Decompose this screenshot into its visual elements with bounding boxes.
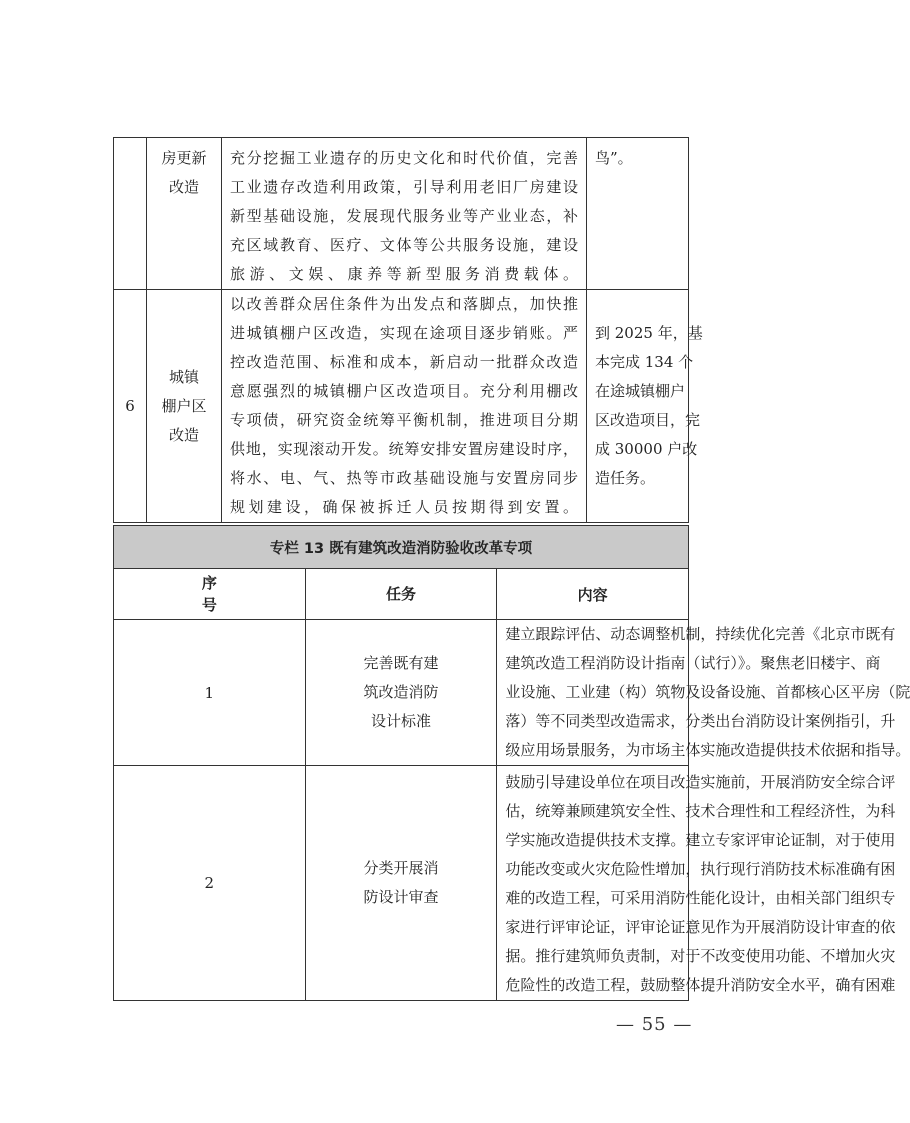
task-line: 城镇 (168, 367, 199, 386)
row-number: 1 (114, 620, 306, 766)
content-line: 危险性的改造工程，鼓励整体提升消防安全水平，确有困难 (505, 976, 896, 994)
content-line: 功能改变或火灾危险性增加，执行现行消防技术标准确有困 (505, 860, 896, 878)
header-number-line: 号 (201, 596, 217, 614)
table-title: 专栏 13 既有建筑改造消防验收改革专项 (114, 526, 689, 569)
goal-line: 到 2025 年，基 (595, 324, 703, 342)
content-cell (222, 290, 587, 523)
table-row (114, 290, 689, 523)
task-cell (147, 138, 222, 290)
content-line: 旅游、文娱、康养等新型服务消费载体。 (230, 265, 578, 283)
task-cell (305, 620, 497, 766)
header-number (114, 569, 306, 620)
content-line: 规划建设，确保被拆迁人员按期得到安置。 (230, 498, 578, 516)
task-line: 完善既有建 (363, 654, 439, 672)
task-line: 筑改造消防 (363, 683, 439, 701)
content-cell (222, 138, 587, 290)
content-line: 鼓励引导建设单位在项目改造实施前，开展消防安全综合评 (505, 773, 896, 791)
content-line: 难的改造工程，可采用消防性能化设计，由相关部门组织专 (505, 889, 896, 907)
task-line: 防设计审查 (363, 888, 439, 906)
row-number (114, 138, 147, 290)
content-line: 以改善群众居住条件为出发点和落脚点，加快推 (230, 295, 578, 313)
content-line: 学实施改造提供技术支撑。建立专家评审论证制，对于使用 (505, 831, 896, 849)
goal-line: 成 30000 户改 (595, 440, 698, 458)
content-line: 意愿强烈的城镇棚户区改造项目。充分利用棚改 (230, 382, 578, 400)
task-cell (147, 290, 222, 523)
header-number-line: 序 (201, 574, 217, 592)
content-line: 专项债，研究资金统筹平衡机制，推进项目分期 (230, 411, 578, 429)
table-row (114, 766, 689, 1001)
content-line: 将水、电、气、热等市政基础设施与安置房同步 (230, 469, 578, 487)
task-line: 改造 (168, 178, 199, 196)
fire-acceptance-reform-table (113, 525, 910, 1001)
content-line: 工业遗存改造利用政策，引导利用老旧厂房建设 (230, 178, 578, 196)
table-title-row (114, 526, 689, 569)
content-line: 估，统筹兼顾建筑安全性、技术合理性和工程经济性，为科 (505, 802, 896, 820)
goal-cell (587, 290, 703, 523)
content-line: 级应用场景服务，为市场主体实施改造提供技术依据和指导。 (505, 741, 910, 759)
content-line: 建立跟踪评估、动态调整机制，持续优化完善《北京市既有 (505, 625, 896, 643)
content-line: 控改造范围、标准和成本，新启动一批群众改造 (230, 353, 578, 371)
content-line: 建筑改造工程消防设计指南（试行）》。聚焦老旧楼宇、商 (505, 654, 881, 672)
task-line: 房更新 (161, 149, 207, 167)
page-number: — 55 — (616, 1014, 693, 1035)
table-header-row (114, 569, 689, 620)
header-content: 内容 (497, 569, 689, 620)
content-line: 进城镇棚户区改造，实现在途项目逐步销账。严 (230, 324, 578, 342)
task-cell (305, 766, 497, 1001)
content-line: 落）等不同类型改造需求，分类出台消防设计案例指引，升 (505, 712, 896, 730)
project-table-continued (113, 137, 703, 523)
task-line: 改造 (168, 425, 199, 444)
goal-line: 鸟”。 (595, 149, 633, 167)
content-line: 充区域教育、医疗、文体等公共服务设施，建设 (230, 236, 578, 254)
table-row (114, 620, 689, 766)
task-line: 分类开展消 (363, 859, 439, 877)
content-line: 供地，实现滚动开发。统筹安排安置房建设时序， (230, 440, 578, 458)
goal-line: 区改造项目，完 (595, 411, 701, 429)
row-number: 2 (114, 766, 306, 1001)
content-line: 新型基础设施，发展现代服务业等产业业态，补 (230, 207, 578, 225)
task-line: 棚户区 (161, 396, 207, 415)
content-cell (497, 620, 910, 766)
content-cell (497, 766, 896, 1001)
task-line: 设计标准 (370, 712, 431, 730)
row-number: 6 (114, 290, 147, 523)
content-line: 业设施、工业建（构）筑物及设备设施、首都核心区平房（院 (505, 683, 910, 701)
goal-line: 在途城镇棚户 (595, 382, 686, 400)
header-task: 任务 (305, 569, 497, 620)
goal-line: 造任务。 (595, 469, 656, 487)
goal-line: 本完成 134 个 (595, 353, 694, 371)
content-line: 家进行评审论证，评审论证意见作为开展消防设计审查的依 (505, 918, 896, 936)
content-line: 据。推行建筑师负责制，对于不改变使用功能、不增加火灾 (505, 947, 896, 965)
table-row (114, 138, 689, 290)
content-line: 充分挖掘工业遗存的历史文化和时代价值，完善 (230, 149, 578, 167)
goal-cell (587, 138, 689, 290)
